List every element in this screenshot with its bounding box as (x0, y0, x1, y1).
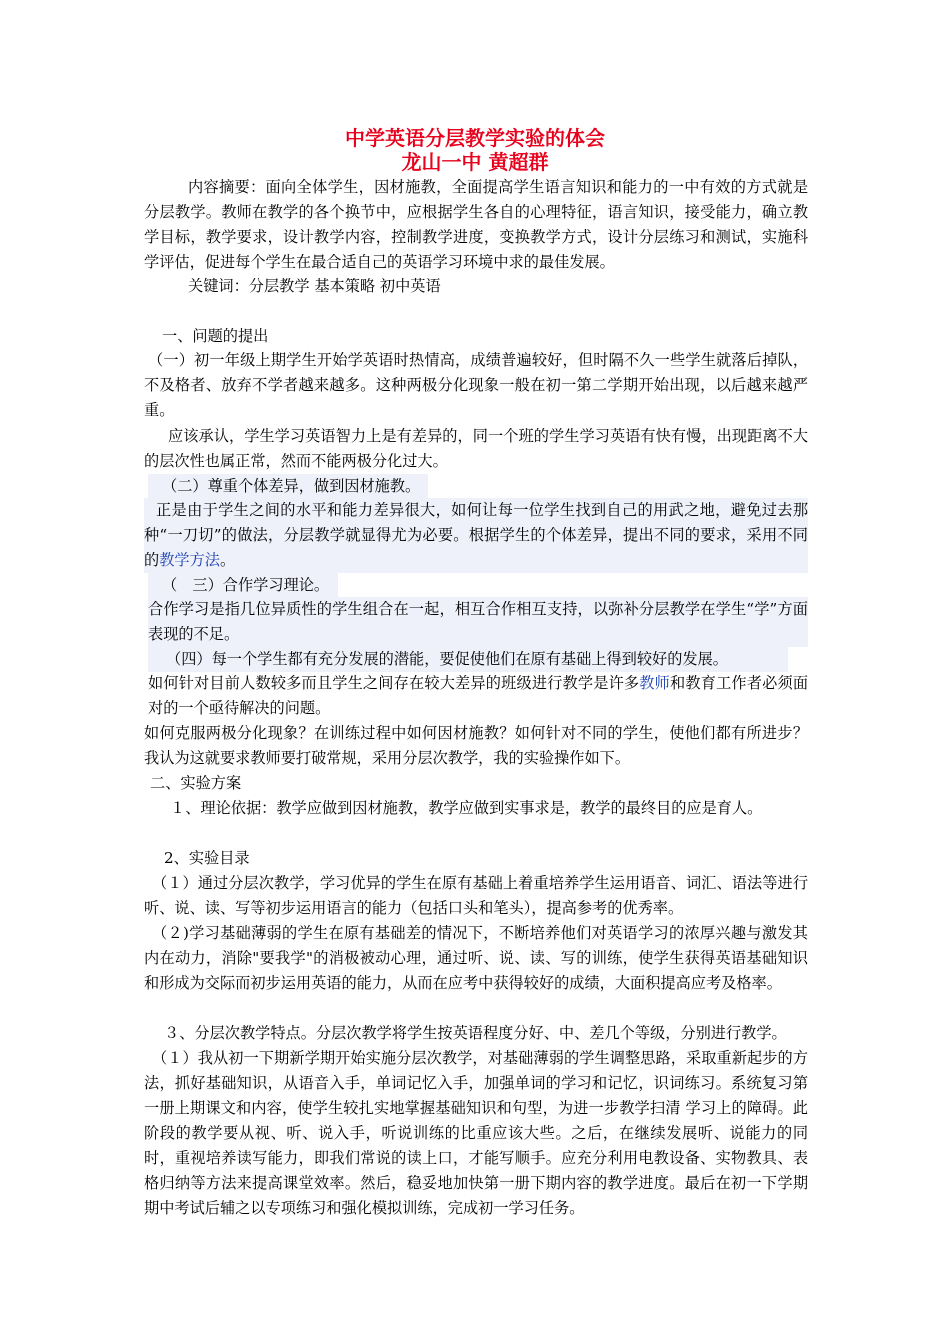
paragraph-9: 如何克服两极分化现象？在训练过程中如何因材施教？如何针对不同的学生，使他们都有所进步？我认为这就要求教师要打破常规，采用分层次教学，我的实验操作如下。 (144, 724, 808, 767)
document-title: 中学英语分层教学实验的体会 (345, 126, 605, 150)
teacher-link[interactable]: 教师 (639, 674, 671, 692)
teaching-method-link[interactable]: 教学方法 (159, 551, 220, 569)
paragraph-1: （一）初一年级上期学生开始学英语时热情高，成绩普遍较好，但时隔不久一些学生就落后掉队，不及格者、放弃不学者越来越多。这种两极分化现象一般在初一第二学期开始出现，以后越来越严重。 (144, 351, 808, 419)
paragraph-6: 合作学习是指几位异质性的学生组合在一起，相互合作相互支持，以弥补分层教学在学生“学”方面表现的不足。 (148, 597, 808, 647)
paragraph-11: 2、实验目录 (164, 849, 250, 867)
paragraph-4: 正是由于学生之间的水平和能力差异很大，如何让每一位学生找到自己的用武之地，避免过去那种“一刀切”的做法，分层教学就显得尤为必要。根据学生的个体差异，提出不同的要求，采用不同的教学方法。 (144, 498, 808, 573)
document-author: 龙山一中 黄超群 (401, 150, 549, 174)
section-heading-1: 一、问题的提出 (162, 327, 269, 345)
paragraph-8: 如何针对目前人数较多而且学生之间存在较大差异的班级进行教学是许多教师和教育工作者必须面对的一个亟待解决的问题。 (148, 674, 809, 717)
paragraph-7: （四）每一个学生都有充分发展的潜能，要促使他们在原有基础上得到较好的发展。 (148, 647, 788, 672)
abstract: 内容摘要：面向全体学生，因材施教，全面提高学生语言知识和能力的一中有效的方式就是分层教学。教师在教学的各个换节中，应根据学生各自的心理特征，语言知识，接受能力，确立教学目标，教学要求，设计教学内容，控制教学进度，变换教学方式，设计分层练习和测试，实施科学评估，促进每个学生在最合适自己的英语学习环境中求的最佳发展。 (144, 178, 808, 271)
paragraph-2: 应该承认，学生学习英语智力上是有差异的，同一个班的学生学习英语有快有慢，出现距离不大的层次性也属正常，然而不能两极分化过大。 (144, 427, 808, 470)
paragraph-5: （ 三）合作学习理论。 (148, 573, 338, 598)
keywords: 关键词：分层教学 基本策略 初中英语 (188, 277, 441, 295)
paragraph-12: （１）通过分层次教学，学习优异的学生在原有基础上着重培养学生运用语音、词汇、语法等进行听、说、读、写等初步运用语言的能力（包括口头和笔头），提高参考的优秀率。 (144, 874, 808, 917)
paragraph-10: １、理论依据：教学应做到因材施教，教学应做到实事求是，教学的最终目的应是育人。 (170, 799, 763, 817)
section-heading-2: 二、实验方案 (150, 774, 242, 792)
paragraph-13: （２)学习基础薄弱的学生在原有基础差的情况下，不断培养他们对英语学习的浓厚兴趣与激发其内在动力，消除"要我学"的消极被动心理，通过听、说、读、写的训练，使学生获得英语基础知识和形成为交际而初步运用英语的能力，从而在应考中获得较好的成绩，大面积提高应考及格率。 (144, 924, 808, 992)
paragraph-3: （二）尊重个体差异，做到因材施教。 (148, 474, 428, 499)
paragraph-15: （１）我从初一下期新学期开始实施分层次教学，对基础薄弱的学生调整思路，采取重新起步的方法，抓好基础知识，从语音入手，单词记忆入手，加强单词的学习和记忆，识词练习。系统复习第一册上期课文和内容，使学生较扎实地掌握基础知识和句型，为进一步教学扫清 学习上的障碍。此阶段的教学要从视、听、说入手，听说训练的比重应该大些。之后，在继续发展听、说能力的同时，重视培养读写能力，即我们常说的读上口，才能写顺手。应充分利用电教设备、实物教具、表格归纳等方法来提高课堂效率。然后，稳妥地加快第一册下期内容的教学进度。最后在初一下学期期中考试后辅之以专项练习和强化模拟训练，完成初一学习任务。 (144, 1049, 808, 1217)
paragraph-14: ３、分层次教学特点。分层次教学将学生按英语程度分好、中、差几个等级，分别进行教学。 (164, 1024, 787, 1042)
